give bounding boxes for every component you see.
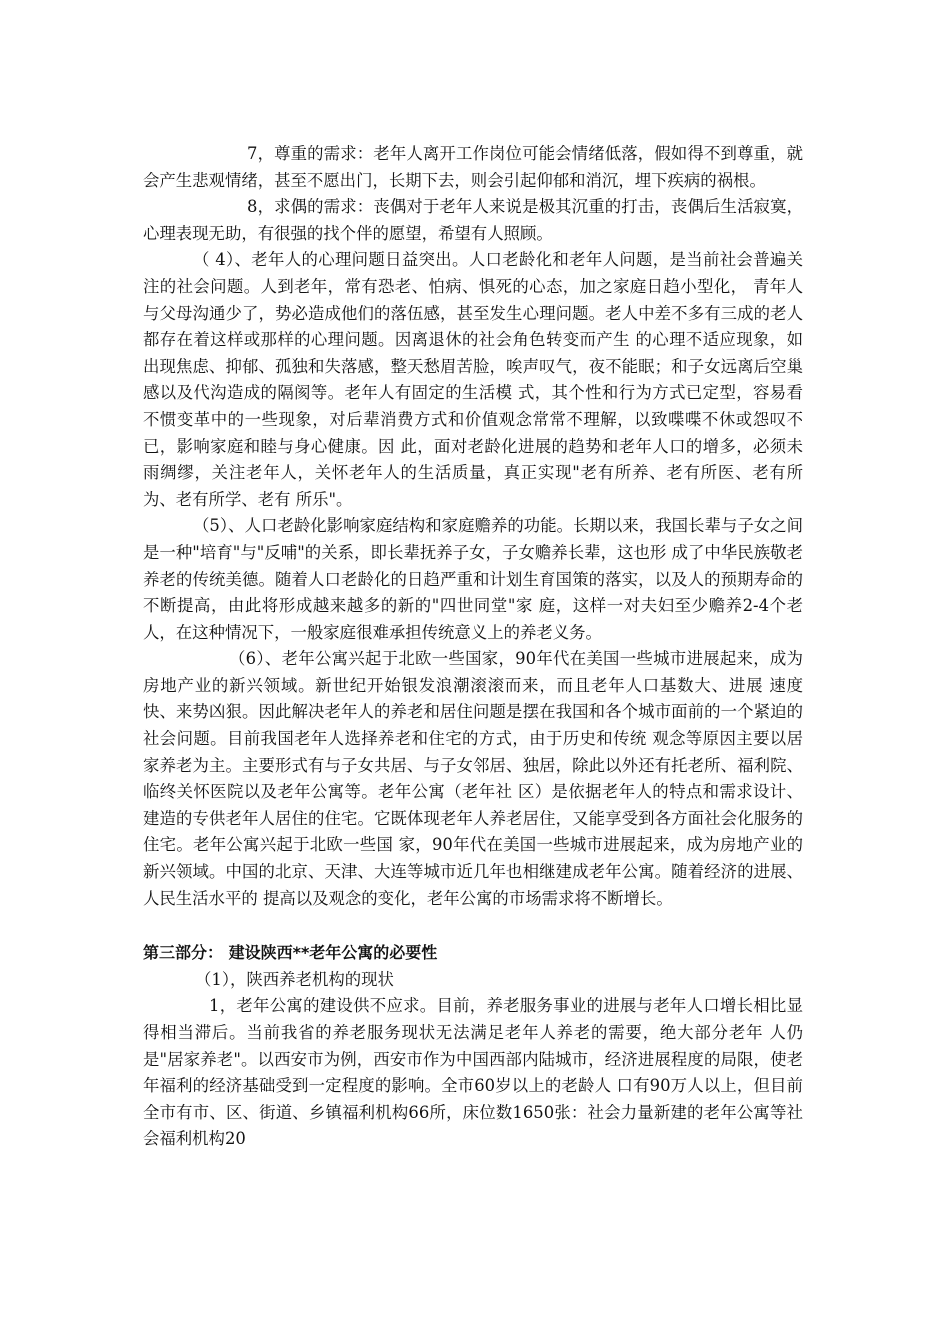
document-page bbox=[143, 141, 803, 1153]
paragraph-respect-need: 7，尊重的需求：老年人离开工作岗位可能会情绪低落，假如得不到尊重，就会产生悲观情绪，甚至不愿出门，长期下去，则会引起仰郁和消沉，埋下疾病的祸根。 bbox=[143, 144, 803, 190]
paragraph-family-structure: （5）、人口老龄化影响家庭结构和家庭赡养的功能。长期以来，我国长辈与子女之间是一种"培育"与"反哺"的关系，即长辈抚养子女，子女赡养长辈，这也形 成了中华民族敬老养老的传统美德。随着人口老龄化的日趋严重和计划生育国策的落实，以及人的预期寿命的不断提高，由此将形成越来越多的新的"四世同堂"家 庭，这样一对夫妇至少赡养2-4个老人，在这种情况下，一般家庭很难承担传统意义上的养老义务。 bbox=[143, 516, 803, 642]
paragraph-supply-shortage: 1，老年公寓的建设供不应求。目前，养老服务事业的进展与老年人口增长相比显得相当滞后。当前我省的养老服务现状无法满足老年人养老的需要，绝大部分老年 人仍是"居家养老"。以西安市为例，西安市作为中国西部内陆城市，经济进展程度的局限，使老年福利的经济基础受到一定程度的影响。全市60岁以上的老龄人 口有90万人以上，但目前全市有市、区、街道、乡镇福利机构66所，床位数1650张：社会力量新建的老年公寓等社会福利机构20 bbox=[143, 996, 803, 1149]
section-subtitle: （1），陕西养老机构的现状 bbox=[195, 969, 394, 989]
paragraph-spouse-need: 8，求偶的需求：丧偶对于老年人来说是极其沉重的打击，丧偶后生活寂寞，心理表现无助，有很强的找个伴的愿望，希望有人照顾。 bbox=[143, 197, 803, 243]
section-title: 第三部分： 建设陕西**老年公寓的必要性 bbox=[143, 943, 438, 963]
paragraph-psychological-issues: （ 4）、老年人的心理问题日益突出。人口老龄化和老年人问题，是当前社会普遍关注的社会问题。人到老年，常有恐老、怕病、惧死的心态，加之家庭日趋小型化， 青年人与父母沟通少了，势必造成他们的落伍感，甚至发生心理问题。老人中差不多有三成的老人都存在着这样或那样的心理问题。因离退休的社会角色转变而产生 的心理不适应现象，如出现焦虑、抑郁、孤独和失落感，整天愁眉苦脸，唉声叹气，夜不能眠；和子女远离后空巢感以及代沟造成的隔阂等。老年人有固定的生活模 式，其个性和行为方式已定型，容易看不惯变革中的一些现象，对后辈消费方式和价值观念常常不理解，以致喋喋不休或怨叹不已，影响家庭和睦与身心健康。因 此，面对老龄化进展的趋势和老年人口的增多，必须未雨绸缪，关注老年人，关怀老年人的生活质量，真正实现"老有所养、老有所医、老有所为、老有所学、老有 所乐"。 bbox=[143, 250, 803, 509]
paragraph-elderly-apartments: （6）、老年公寓兴起于北欧一些国家，90年代在美国一些城市进展起来，成为房地产业的新兴领域。新世纪开始银发浪潮滚滚而来，而且老年人口基数大、进展 速度快、来势凶狠。因此解决老年人的养老和居住问题是摆在我国和各个城市面前的一个紧迫的社会问题。目前我国老年人选择养老和住宅的方式，由于历史和传统 观念等原因主要以居家养老为主。主要形式有与子女共居、与子女邻居、独居，除此以外还有托老所、福利院、临终关怀医院以及老年公寓等。老年公寓（老年社 区）是依据老年人的特点和需求设计、建造的专供老年人居住的住宅。它既体现老年人养老居住，又能享受到各方面社会化服务的住宅。老年公寓兴起于北欧一些国 家，90年代在美国一些城市进展起来，成为房地产业的新兴领域。中国的北京、天津、大连等城市近几年也相继建成老年公寓。随着经济的进展、人民生活水平的 提高以及观念的变化，老年公寓的市场需求将不断增长。 bbox=[143, 649, 803, 908]
